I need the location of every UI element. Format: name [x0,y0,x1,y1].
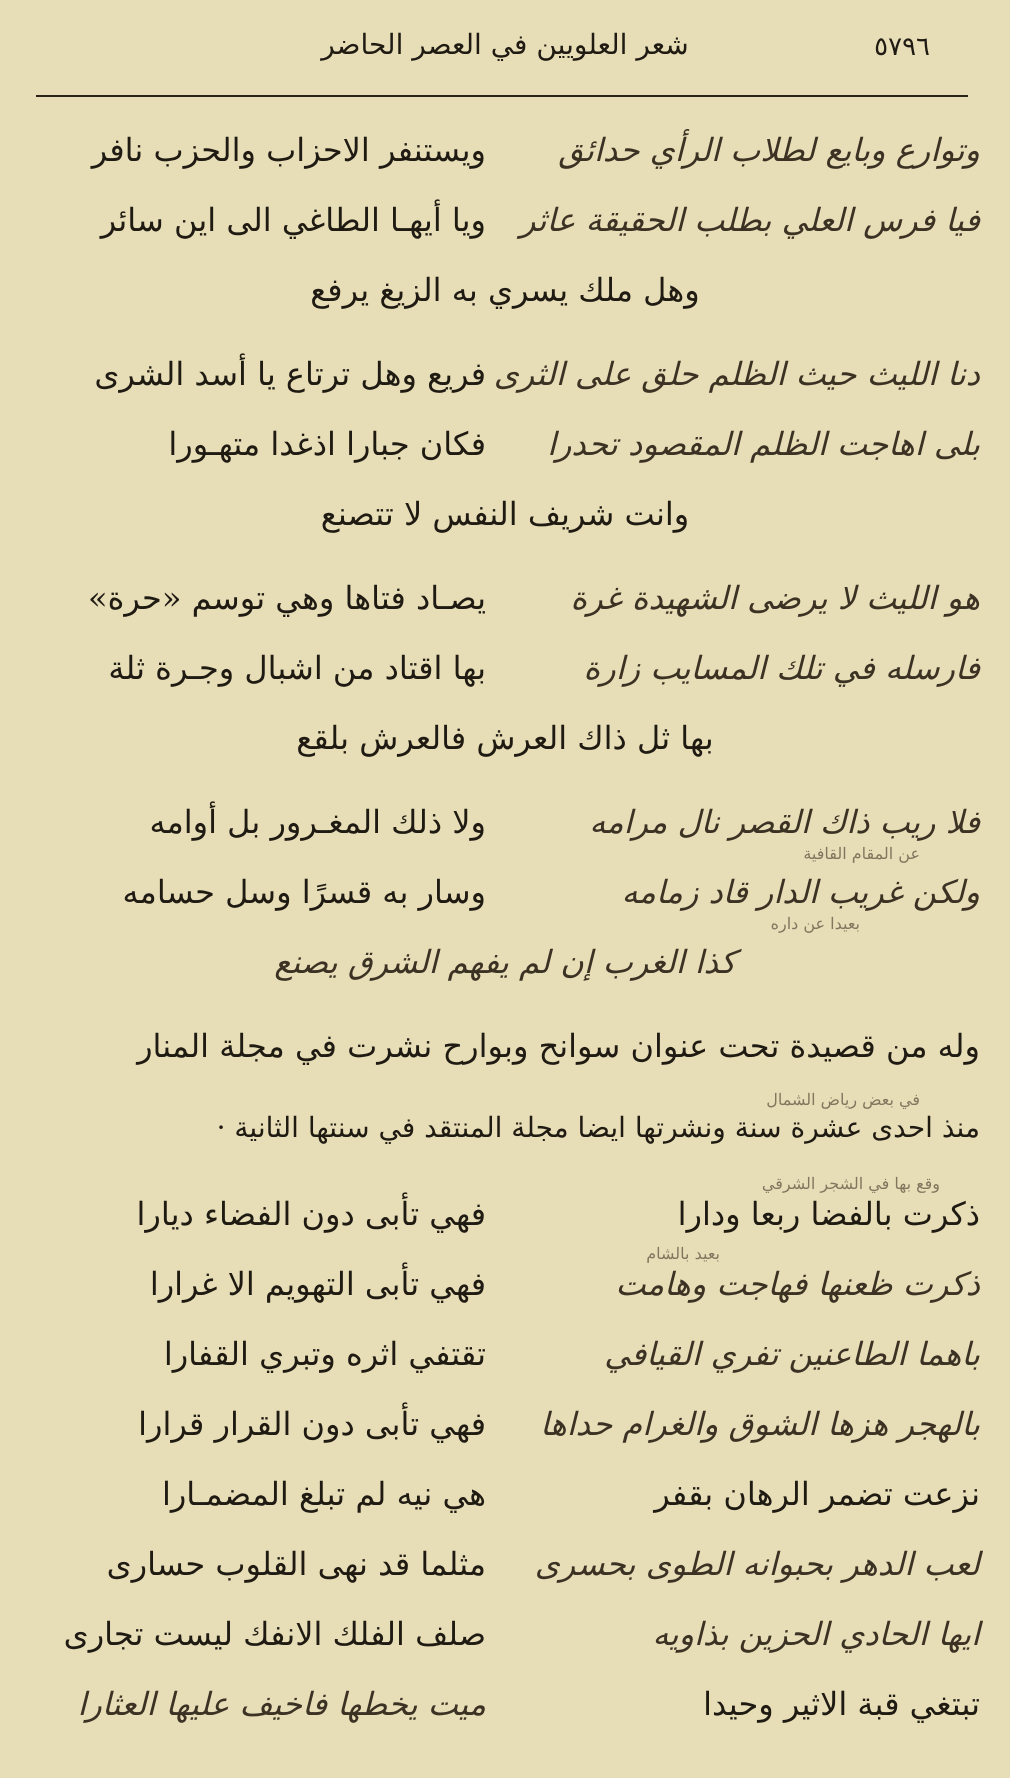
verse-first-hemistich: فلا ريب ذاك القصر نال مرامه [589,803,980,841]
verse-line [30,792,980,862]
verse-first-hemistich: لعب الدهر بحبوانه الطوى بحسرى [534,1545,980,1583]
prose-line [30,1090,980,1184]
verse-second-hemistich: هي نيه لم تبلغ المضمـارا [161,1475,486,1513]
verse-line [30,638,980,708]
verse-line [30,414,980,484]
verse-first-hemistich: دنا الليث حيث الظلم حلق على الثرى [493,355,980,393]
verse-first-hemistich: بلى اهاجت الظلم المقصود تحدرا [547,425,980,463]
verse-first-hemistich: فارسله في تلك المسايب زارة [583,649,980,687]
verse-first-hemistich: هو الليث لا يرضى الشهيدة غرة [570,579,980,617]
verse-line [30,190,980,260]
verse-second-hemistich: فهي تأبى دون الفضاء ديارا [136,1195,486,1233]
verse-second-hemistich: وسار به قسرًا وسل حسامه [122,873,486,911]
refrain-line: وهل ملك يسري به الزيغ يرفع [310,271,700,309]
verse-second-hemistich: صلف الفلك الانفك ليست تجارى [63,1615,486,1653]
verse-first-hemistich: بالهجر هزها الشوق والغرام حداها [540,1405,980,1443]
verse-second-hemistich: تقتفي اثره وتبري القفارا [163,1335,486,1373]
refrain-line: وانت شريف النفس لا تتصنع [320,495,690,533]
refrain-line: كذا الغرب إن لم يفهم الشرق يصنع [274,943,736,981]
verse-line [30,1174,980,1254]
verse-second-hemistich: يصـاد فتاها وهي توسم «حرة» [88,579,486,617]
verse-second-hemistich: مثلما قد نهى القلوب حسارى [106,1545,486,1583]
verse-first-hemistich: ولكن غريب الدار قاد زمامه [621,873,980,911]
prose-line: وله من قصيدة تحت عنوان سوانح وبوارح نشرت في مجلة المنار [137,1027,980,1065]
verse-first-hemistich: باهما الطاعنين تفري القيافي [604,1335,980,1373]
poem-body [30,120,980,1744]
verse-line [30,1324,980,1394]
page-number: ٥٧٩٦ [874,32,930,62]
verse-line [30,862,980,932]
verse-line [30,568,980,638]
refrain-line: بها ثل ذاك العرش فالعرش بلقع [296,719,714,757]
margin-note: عن المقام القافية [803,844,920,863]
verse-first-hemistich: فيا فرس العلي بطلب الحقيقة عاثر [520,201,980,239]
verse-line [30,1394,980,1464]
verse-line [30,1604,980,1674]
verse-line [30,1534,980,1604]
verse-second-hemistich: فريع وهل ترتاع يا أسد الشرى [94,355,486,393]
verse-line [30,344,980,414]
verse-first-hemistich: ذكرت ظعنها فهاجت وهامت [615,1265,980,1303]
verse-second-hemistich: فهي تأبى التهويم الا غرارا [149,1265,486,1303]
verse-second-hemistich: فهي تأبى دون القرار قرارا [138,1405,486,1443]
verse-second-hemistich: ميت يخطها فاخيف عليها العثارا [77,1685,486,1723]
header-rule [36,95,968,97]
running-title: شعر العلويين في العصر الحاضر [321,28,689,61]
margin-note: بعيد بالشام [646,1244,720,1263]
verse-line [30,1674,980,1744]
verse-first-hemistich: ذكرت بالفضا ربعا ودارا [677,1195,980,1233]
prose-text: منذ احدى عشرة سنة ونشرتها ايضا مجلة المنتقد في سنتها الثانية · [216,1111,980,1144]
verse-first-hemistich: ايها الحادي الحزين بذاويه [652,1615,980,1653]
margin-note: وقع بها في الشجر الشرقي [761,1174,940,1193]
verse-line [30,1244,980,1324]
verse-first-hemistich: نزعت تضمر الرهان بقفر [654,1475,980,1513]
verse-second-hemistich: ويستنفر الاحزاب والحزب نافر [91,131,486,169]
verse-second-hemistich: فكان جبارا اذغدا متهـورا [168,425,486,463]
page-header [0,22,1010,82]
verse-first-hemistich: وتوارع وبايع لطلاب الرأي حدائق [558,131,980,169]
verse-line [30,120,980,190]
margin-note: في بعض رياض الشمال [766,1090,920,1109]
verse-second-hemistich: بها اقتاد من اشبال وجـرة ثلة [108,649,486,687]
verse-second-hemistich: ولا ذلك المغـرور بل أوامه [149,803,486,841]
verse-first-hemistich: تبتغي قبة الاثير وحيدا [703,1685,980,1723]
margin-note: بعيدا عن داره [770,914,860,933]
verse-second-hemistich: ويا أيهـا الطاغي الى اين سائر [100,201,486,239]
verse-line [30,1464,980,1534]
